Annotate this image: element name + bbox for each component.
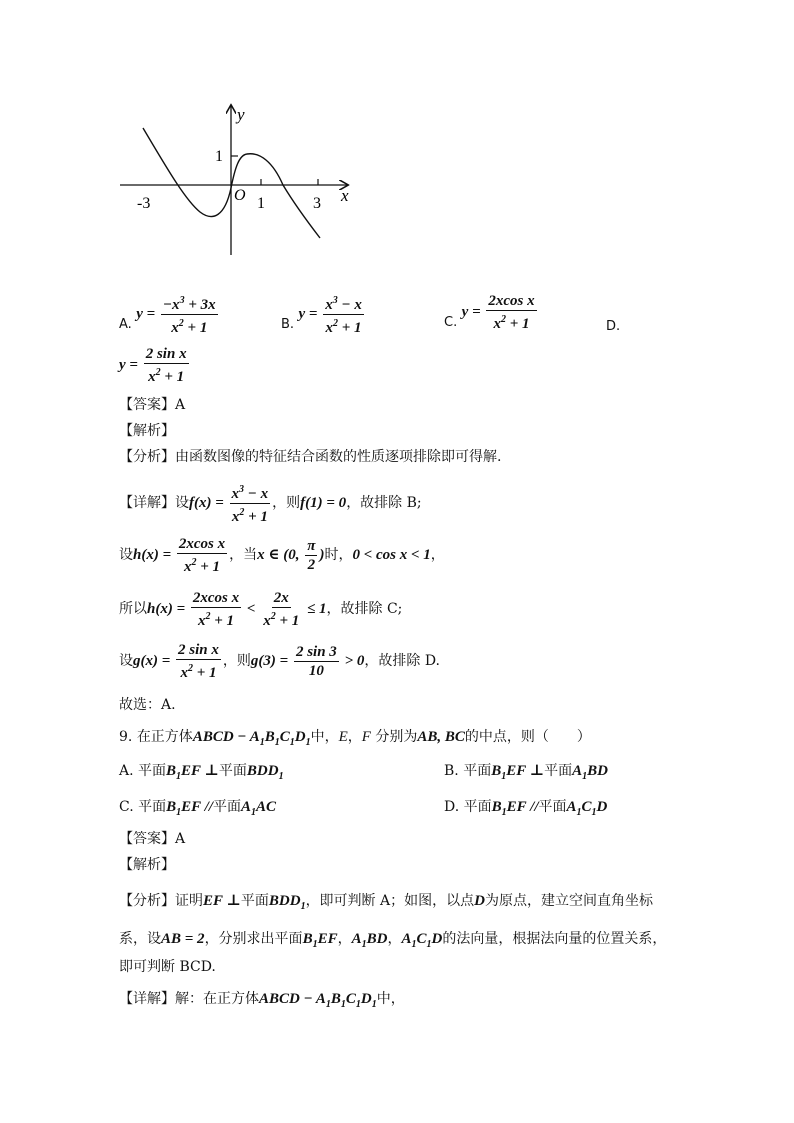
option-c: C. y = $\frac{\text{2xcos x}}{x^2 + 1}$ xyxy=(444,293,539,332)
q9-analysis-line3: 即可判断 BCD. xyxy=(119,959,216,975)
q9-analysis-line2: 系，设AB = 2，分别求出平面$B_1EF$，$A_1BD$，$A_1C_1D$的法向量，根据法向量的位置关系， xyxy=(119,931,667,950)
q8-analysis-heading: 【解析】 xyxy=(119,423,175,439)
q9-analysis-line1: 【分析】证明EF ⊥平面$BDD_1$，即可判断 A；如图，以点D为原点，建立空间直角坐标 xyxy=(119,893,653,912)
q9-answer: 【答案】A xyxy=(119,831,186,847)
q9-detail: 【详解】解：在正方体ABCD − $A_1B_1C_1D_1$中， xyxy=(119,991,405,1010)
function-graph xyxy=(115,100,355,260)
tick-label-neg3: -3 xyxy=(137,195,151,212)
origin-label: O xyxy=(234,187,246,204)
q8-detail-line4: 设g(x) = $\frac{\text{2 sin x}}{x^2 + 1}$ ，则g(3) = $\frac{2 \sin 3}{10}$ > 0，故排除 D. xyxy=(119,642,441,681)
q8-analysis: 【分析】由函数图像的特征结合函数的性质逐项排除即可得解. xyxy=(119,449,502,465)
q8-detail-line3: 所以h(x) = $\frac{\text{2xcos x}}{x^2 + 1}$ < $\frac{2x}{x^2 + 1}$ ≤ 1，故排除 C; xyxy=(119,590,403,629)
option-a-formula: y = $\frac{-x^3 + 3x}{x^2 + 1}$ xyxy=(136,295,216,336)
option-d: D. xyxy=(606,319,621,334)
q9-option-a: A. 平面$B_1EF$ ⊥平面$BDD_1$ xyxy=(119,763,284,782)
option-b: B. y = $\frac{x^3 - x}{x^2 + 1}$ xyxy=(281,293,366,336)
q9-option-c: C. 平面$B_1EF$ //平面$A_1AC$ xyxy=(119,799,276,818)
q8-answer: 【答案】A xyxy=(119,397,186,413)
tick-label-3: 3 xyxy=(313,195,321,212)
q9-option-b: B. 平面$B_1EF$ ⊥平面$A_1BD$ xyxy=(444,763,608,782)
option-b-formula: y = $\frac{x^3 - x}{x^2 + 1}$ xyxy=(298,295,362,336)
q8-detail-line1: 【详解】设f(x) = $\frac{x^3 - x}{x^2 + 1}$ ，则f(1) = 0，故排除 B; xyxy=(119,484,422,525)
q9-option-d: D. 平面$B_1EF$ //平面$A_1C_1D$ xyxy=(444,799,608,818)
q9-stem: 9. 在正方体ABCD − $A_1B_1C_1D_1$中，E，F 分别为AB, BC的中点，则（ ） xyxy=(119,729,591,748)
y-axis-label: y xyxy=(237,105,245,124)
q9-analysis-heading: 【解析】 xyxy=(119,857,175,873)
tick-label-1: 1 xyxy=(257,195,265,212)
x-axis-label: x xyxy=(341,186,349,205)
q8-choose: 故选：A. xyxy=(119,697,176,713)
option-a: A. y = $\frac{-x^3 + 3x}{x^2 + 1}$ xyxy=(119,293,220,336)
q8-detail-line2: 设h(x) = $\frac{\text{2xcos x}}{x^2 + 1}$ ，当x ∈ (0, $\frac{\pi}{2}$ )时，0 < cos x < 1， xyxy=(119,536,445,575)
option-d-formula: y = $\frac{\text{2 sin x}}{x^2 + 1}$ xyxy=(119,346,187,385)
tick-label-y1: 1 xyxy=(215,148,223,165)
option-c-formula: y = $\frac{\text{2xcos x}}{x^2 + 1}$ xyxy=(461,293,535,332)
